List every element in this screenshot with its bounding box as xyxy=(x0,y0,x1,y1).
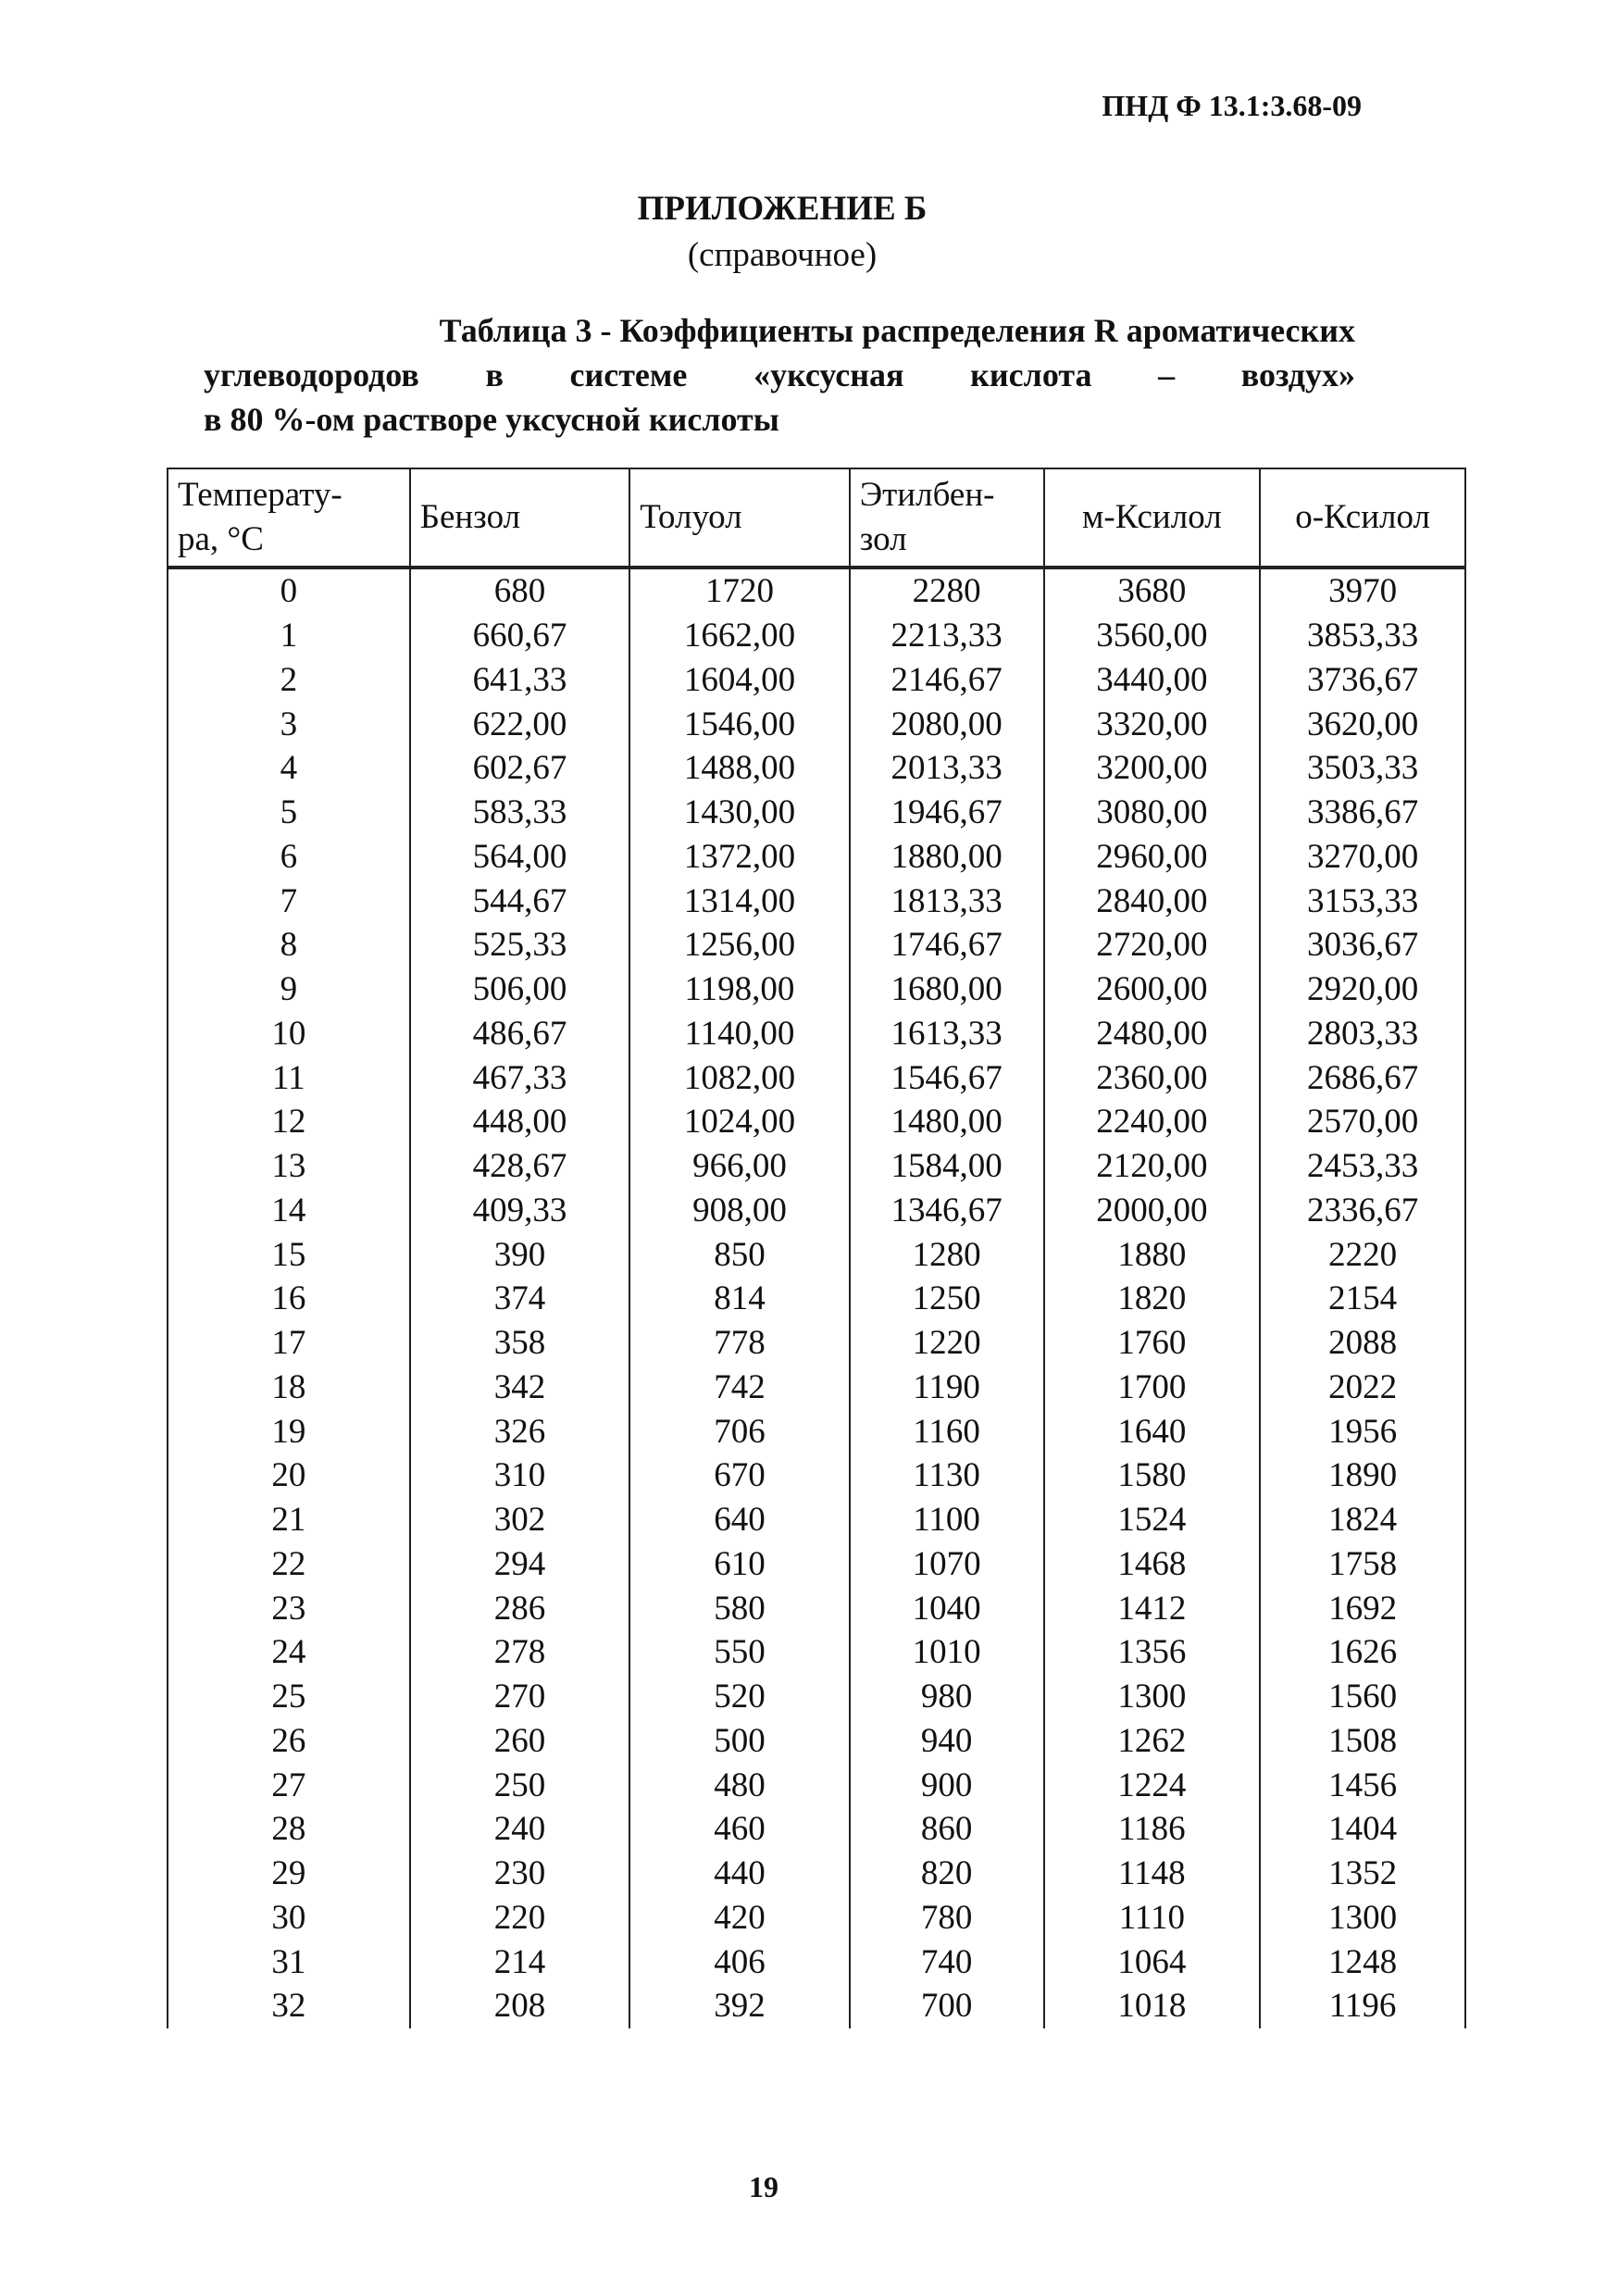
cell-m-xylene: 1468 xyxy=(1044,1542,1261,1587)
table-row xyxy=(168,1586,1465,1630)
cell-ethylbenzene: 1010 xyxy=(850,1630,1044,1675)
table-header-row xyxy=(168,468,1465,568)
page-number: 19 xyxy=(749,2170,778,2203)
cell-m-xylene: 1224 xyxy=(1044,1763,1261,1807)
cell-m-xylene: 1700 xyxy=(1044,1366,1261,1410)
cell-m-xylene: 1300 xyxy=(1044,1675,1261,1719)
cell-benzene: 214 xyxy=(410,1940,630,1984)
table-row xyxy=(168,1321,1465,1366)
table-row xyxy=(168,1498,1465,1542)
table-caption-line-2: углеводородов в системе «уксусная кислота – воздух» xyxy=(204,356,1355,393)
cell-toluene: 706 xyxy=(629,1409,850,1454)
cell-m-xylene: 2000,00 xyxy=(1044,1189,1261,1233)
cell-ethylbenzene: 780 xyxy=(850,1896,1044,1940)
cell-benzene: 270 xyxy=(410,1675,630,1719)
cell-benzene: 660,67 xyxy=(410,614,630,658)
cell-benzene: 467,33 xyxy=(410,1055,630,1100)
cell-ethylbenzene: 1190 xyxy=(850,1366,1044,1410)
table-row xyxy=(168,1454,1465,1498)
cell-benzene: 326 xyxy=(410,1409,630,1454)
header-toluene: Толуол xyxy=(629,468,850,568)
header-temperature: Температу- ра, °С xyxy=(168,468,410,568)
cell-toluene: 1082,00 xyxy=(629,1055,850,1100)
cell-benzene: 260 xyxy=(410,1719,630,1764)
table-row xyxy=(168,1763,1465,1807)
cell-m-xylene: 2600,00 xyxy=(1044,967,1261,1012)
cell-toluene: 1662,00 xyxy=(629,614,850,658)
cell-o-xylene: 2920,00 xyxy=(1260,967,1465,1012)
cell-benzene: 583,33 xyxy=(410,791,630,835)
cell-benzene: 302 xyxy=(410,1498,630,1542)
cell-o-xylene: 2154 xyxy=(1260,1277,1465,1321)
cell-temperature: 28 xyxy=(168,1807,410,1852)
cell-m-xylene: 2480,00 xyxy=(1044,1012,1261,1056)
cell-m-xylene: 3680 xyxy=(1044,568,1261,614)
cell-o-xylene: 2088 xyxy=(1260,1321,1465,1366)
cell-benzene: 240 xyxy=(410,1807,630,1852)
cell-temperature: 21 xyxy=(168,1498,410,1542)
cell-o-xylene: 1692 xyxy=(1260,1586,1465,1630)
header-ethylbenzene: Этилбен- зол xyxy=(850,468,1044,568)
table-body xyxy=(168,568,1465,2028)
cell-toluene: 406 xyxy=(629,1940,850,1984)
cell-ethylbenzene: 1070 xyxy=(850,1542,1044,1587)
cell-m-xylene: 2360,00 xyxy=(1044,1055,1261,1100)
cell-benzene: 602,67 xyxy=(410,746,630,791)
cell-temperature: 4 xyxy=(168,746,410,791)
table-row xyxy=(168,1277,1465,1321)
table-row xyxy=(168,1940,1465,1984)
cell-temperature: 29 xyxy=(168,1852,410,1896)
cell-ethylbenzene: 2280 xyxy=(850,568,1044,614)
cell-o-xylene: 1352 xyxy=(1260,1852,1465,1896)
cell-ethylbenzene: 1613,33 xyxy=(850,1012,1044,1056)
cell-ethylbenzene: 1346,67 xyxy=(850,1189,1044,1233)
cell-m-xylene: 1524 xyxy=(1044,1498,1261,1542)
cell-o-xylene: 3386,67 xyxy=(1260,791,1465,835)
cell-benzene: 294 xyxy=(410,1542,630,1587)
appendix-title: ПРИЛОЖЕНИЕ Б xyxy=(637,190,928,228)
cell-temperature: 18 xyxy=(168,1366,410,1410)
cell-o-xylene: 1890 xyxy=(1260,1454,1465,1498)
cell-o-xylene: 2022 xyxy=(1260,1366,1465,1410)
cell-o-xylene: 3503,33 xyxy=(1260,746,1465,791)
table-row xyxy=(168,1144,1465,1189)
cell-m-xylene: 2960,00 xyxy=(1044,835,1261,880)
cell-benzene: 622,00 xyxy=(410,702,630,746)
cell-toluene: 1546,00 xyxy=(629,702,850,746)
cell-toluene: 966,00 xyxy=(629,1144,850,1189)
table-caption-line-3: в 80 %-ом растворе уксусной кислоты xyxy=(204,401,779,438)
cell-m-xylene: 1186 xyxy=(1044,1807,1261,1852)
header-benzene: Бензол xyxy=(410,468,630,568)
cell-m-xylene: 1640 xyxy=(1044,1409,1261,1454)
cell-temperature: 26 xyxy=(168,1719,410,1764)
cell-temperature: 11 xyxy=(168,1055,410,1100)
table-row xyxy=(168,835,1465,880)
cell-ethylbenzene: 740 xyxy=(850,1940,1044,1984)
cell-ethylbenzene: 1546,67 xyxy=(850,1055,1044,1100)
cell-benzene: 506,00 xyxy=(410,967,630,1012)
cell-toluene: 440 xyxy=(629,1852,850,1896)
cell-o-xylene: 3620,00 xyxy=(1260,702,1465,746)
table-row xyxy=(168,702,1465,746)
cell-temperature: 12 xyxy=(168,1100,410,1144)
cell-toluene: 610 xyxy=(629,1542,850,1587)
cell-toluene: 1314,00 xyxy=(629,879,850,923)
cell-benzene: 250 xyxy=(410,1763,630,1807)
table-row xyxy=(168,746,1465,791)
cell-benzene: 220 xyxy=(410,1896,630,1940)
appendix-subtitle: (справочное) xyxy=(687,236,878,274)
cell-benzene: 486,67 xyxy=(410,1012,630,1056)
cell-m-xylene: 1580 xyxy=(1044,1454,1261,1498)
cell-toluene: 814 xyxy=(629,1277,850,1321)
cell-m-xylene: 1110 xyxy=(1044,1896,1261,1940)
cell-ethylbenzene: 980 xyxy=(850,1675,1044,1719)
cell-toluene: 1604,00 xyxy=(629,658,850,703)
cell-ethylbenzene: 1584,00 xyxy=(850,1144,1044,1189)
cell-ethylbenzene: 2080,00 xyxy=(850,702,1044,746)
cell-benzene: 358 xyxy=(410,1321,630,1366)
cell-o-xylene: 2453,33 xyxy=(1260,1144,1465,1189)
cell-temperature: 10 xyxy=(168,1012,410,1056)
cell-o-xylene: 2336,67 xyxy=(1260,1189,1465,1233)
cell-benzene: 230 xyxy=(410,1852,630,1896)
cell-toluene: 742 xyxy=(629,1366,850,1410)
table-row xyxy=(168,967,1465,1012)
cell-temperature: 13 xyxy=(168,1144,410,1189)
cell-toluene: 1140,00 xyxy=(629,1012,850,1056)
cell-toluene: 670 xyxy=(629,1454,850,1498)
table-row xyxy=(168,1807,1465,1852)
table-row xyxy=(168,1542,1465,1587)
table-row xyxy=(168,1852,1465,1896)
cell-o-xylene: 1248 xyxy=(1260,1940,1465,1984)
cell-temperature: 27 xyxy=(168,1763,410,1807)
cell-toluene: 500 xyxy=(629,1719,850,1764)
cell-o-xylene: 1560 xyxy=(1260,1675,1465,1719)
distribution-coefficients-table xyxy=(167,468,1466,2028)
cell-temperature: 7 xyxy=(168,879,410,923)
cell-temperature: 24 xyxy=(168,1630,410,1675)
table-row xyxy=(168,1896,1465,1940)
cell-m-xylene: 2240,00 xyxy=(1044,1100,1261,1144)
cell-toluene: 1198,00 xyxy=(629,967,850,1012)
cell-toluene: 392 xyxy=(629,1984,850,2028)
cell-benzene: 310 xyxy=(410,1454,630,1498)
cell-o-xylene: 1758 xyxy=(1260,1542,1465,1587)
cell-o-xylene: 1456 xyxy=(1260,1763,1465,1807)
cell-benzene: 278 xyxy=(410,1630,630,1675)
table-caption-line-1: Таблица 3 - Коэффициенты распределения R ароматических xyxy=(439,312,1355,349)
cell-toluene: 1488,00 xyxy=(629,746,850,791)
cell-temperature: 30 xyxy=(168,1896,410,1940)
cell-temperature: 25 xyxy=(168,1675,410,1719)
cell-m-xylene: 1412 xyxy=(1044,1586,1261,1630)
cell-toluene: 580 xyxy=(629,1586,850,1630)
cell-toluene: 420 xyxy=(629,1896,850,1940)
cell-m-xylene: 1018 xyxy=(1044,1984,1261,2028)
document-code: ПНД Ф 13.1:3.68-09 xyxy=(1102,89,1362,122)
cell-benzene: 641,33 xyxy=(410,658,630,703)
cell-temperature: 5 xyxy=(168,791,410,835)
cell-ethylbenzene: 1250 xyxy=(850,1277,1044,1321)
table-row xyxy=(168,1719,1465,1764)
cell-m-xylene: 3080,00 xyxy=(1044,791,1261,835)
cell-o-xylene: 1824 xyxy=(1260,1498,1465,1542)
cell-o-xylene: 1300 xyxy=(1260,1896,1465,1940)
cell-o-xylene: 3270,00 xyxy=(1260,835,1465,880)
cell-benzene: 374 xyxy=(410,1277,630,1321)
cell-temperature: 1 xyxy=(168,614,410,658)
cell-ethylbenzene: 2013,33 xyxy=(850,746,1044,791)
cell-o-xylene: 2570,00 xyxy=(1260,1100,1465,1144)
cell-benzene: 286 xyxy=(410,1586,630,1630)
cell-toluene: 520 xyxy=(629,1675,850,1719)
cell-ethylbenzene: 1946,67 xyxy=(850,791,1044,835)
cell-ethylbenzene: 1220 xyxy=(850,1321,1044,1366)
table-row xyxy=(168,1630,1465,1675)
table-row xyxy=(168,791,1465,835)
table-row xyxy=(168,1232,1465,1277)
table-row xyxy=(168,1100,1465,1144)
cell-ethylbenzene: 860 xyxy=(850,1807,1044,1852)
cell-ethylbenzene: 1280 xyxy=(850,1232,1044,1277)
cell-benzene: 342 xyxy=(410,1366,630,1410)
cell-m-xylene: 3200,00 xyxy=(1044,746,1261,791)
cell-o-xylene: 3736,67 xyxy=(1260,658,1465,703)
table-row xyxy=(168,879,1465,923)
cell-benzene: 680 xyxy=(410,568,630,614)
cell-o-xylene: 2803,33 xyxy=(1260,1012,1465,1056)
cell-temperature: 8 xyxy=(168,923,410,967)
cell-ethylbenzene: 2213,33 xyxy=(850,614,1044,658)
table-row xyxy=(168,1409,1465,1454)
cell-o-xylene: 1196 xyxy=(1260,1984,1465,2028)
cell-o-xylene: 3036,67 xyxy=(1260,923,1465,967)
cell-benzene: 448,00 xyxy=(410,1100,630,1144)
cell-ethylbenzene: 1813,33 xyxy=(850,879,1044,923)
cell-m-xylene: 1262 xyxy=(1044,1719,1261,1764)
table-row xyxy=(168,1675,1465,1719)
cell-m-xylene: 2840,00 xyxy=(1044,879,1261,923)
cell-o-xylene: 3853,33 xyxy=(1260,614,1465,658)
table-row xyxy=(168,923,1465,967)
cell-ethylbenzene: 1160 xyxy=(850,1409,1044,1454)
cell-ethylbenzene: 1130 xyxy=(850,1454,1044,1498)
cell-benzene: 208 xyxy=(410,1984,630,2028)
cell-m-xylene: 1356 xyxy=(1044,1630,1261,1675)
cell-toluene: 1372,00 xyxy=(629,835,850,880)
cell-toluene: 550 xyxy=(629,1630,850,1675)
cell-toluene: 640 xyxy=(629,1498,850,1542)
cell-ethylbenzene: 900 xyxy=(850,1763,1044,1807)
table-row xyxy=(168,568,1465,614)
cell-m-xylene: 1880 xyxy=(1044,1232,1261,1277)
table-row xyxy=(168,1055,1465,1100)
cell-temperature: 32 xyxy=(168,1984,410,2028)
cell-temperature: 17 xyxy=(168,1321,410,1366)
cell-ethylbenzene: 1100 xyxy=(850,1498,1044,1542)
cell-temperature: 23 xyxy=(168,1586,410,1630)
table-row xyxy=(168,1984,1465,2028)
cell-ethylbenzene: 2146,67 xyxy=(850,658,1044,703)
cell-temperature: 3 xyxy=(168,702,410,746)
cell-benzene: 409,33 xyxy=(410,1189,630,1233)
cell-temperature: 19 xyxy=(168,1409,410,1454)
cell-temperature: 6 xyxy=(168,835,410,880)
cell-ethylbenzene: 1680,00 xyxy=(850,967,1044,1012)
cell-o-xylene: 1956 xyxy=(1260,1409,1465,1454)
cell-ethylbenzene: 1746,67 xyxy=(850,923,1044,967)
cell-m-xylene: 3440,00 xyxy=(1044,658,1261,703)
cell-temperature: 2 xyxy=(168,658,410,703)
cell-o-xylene: 3970 xyxy=(1260,568,1465,614)
cell-m-xylene: 1820 xyxy=(1044,1277,1261,1321)
cell-temperature: 9 xyxy=(168,967,410,1012)
cell-toluene: 1256,00 xyxy=(629,923,850,967)
cell-ethylbenzene: 1880,00 xyxy=(850,835,1044,880)
cell-temperature: 20 xyxy=(168,1454,410,1498)
cell-toluene: 480 xyxy=(629,1763,850,1807)
cell-benzene: 544,67 xyxy=(410,879,630,923)
cell-benzene: 390 xyxy=(410,1232,630,1277)
cell-toluene: 908,00 xyxy=(629,1189,850,1233)
cell-m-xylene: 1148 xyxy=(1044,1852,1261,1896)
table-row xyxy=(168,658,1465,703)
cell-temperature: 22 xyxy=(168,1542,410,1587)
cell-temperature: 0 xyxy=(168,568,410,614)
cell-m-xylene: 2120,00 xyxy=(1044,1144,1261,1189)
cell-o-xylene: 1626 xyxy=(1260,1630,1465,1675)
cell-m-xylene: 2720,00 xyxy=(1044,923,1261,967)
table-row xyxy=(168,1189,1465,1233)
cell-temperature: 16 xyxy=(168,1277,410,1321)
cell-m-xylene: 3320,00 xyxy=(1044,702,1261,746)
table-row xyxy=(168,1012,1465,1056)
header-m-xylene: м-Ксилол xyxy=(1044,468,1261,568)
table-row xyxy=(168,614,1465,658)
cell-o-xylene: 1508 xyxy=(1260,1719,1465,1764)
cell-toluene: 460 xyxy=(629,1807,850,1852)
cell-ethylbenzene: 700 xyxy=(850,1984,1044,2028)
cell-temperature: 31 xyxy=(168,1940,410,1984)
cell-o-xylene: 2686,67 xyxy=(1260,1055,1465,1100)
cell-temperature: 15 xyxy=(168,1232,410,1277)
cell-ethylbenzene: 1040 xyxy=(850,1586,1044,1630)
header-o-xylene: о-Ксилол xyxy=(1260,468,1465,568)
cell-benzene: 564,00 xyxy=(410,835,630,880)
cell-toluene: 778 xyxy=(629,1321,850,1366)
cell-o-xylene: 3153,33 xyxy=(1260,879,1465,923)
cell-ethylbenzene: 1480,00 xyxy=(850,1100,1044,1144)
cell-o-xylene: 1404 xyxy=(1260,1807,1465,1852)
cell-benzene: 525,33 xyxy=(410,923,630,967)
cell-toluene: 1430,00 xyxy=(629,791,850,835)
cell-benzene: 428,67 xyxy=(410,1144,630,1189)
cell-temperature: 14 xyxy=(168,1189,410,1233)
cell-m-xylene: 1064 xyxy=(1044,1940,1261,1984)
cell-ethylbenzene: 940 xyxy=(850,1719,1044,1764)
cell-m-xylene: 3560,00 xyxy=(1044,614,1261,658)
cell-toluene: 1720 xyxy=(629,568,850,614)
cell-ethylbenzene: 820 xyxy=(850,1852,1044,1896)
table-row xyxy=(168,1366,1465,1410)
cell-o-xylene: 2220 xyxy=(1260,1232,1465,1277)
cell-toluene: 1024,00 xyxy=(629,1100,850,1144)
cell-toluene: 850 xyxy=(629,1232,850,1277)
cell-m-xylene: 1760 xyxy=(1044,1321,1261,1366)
